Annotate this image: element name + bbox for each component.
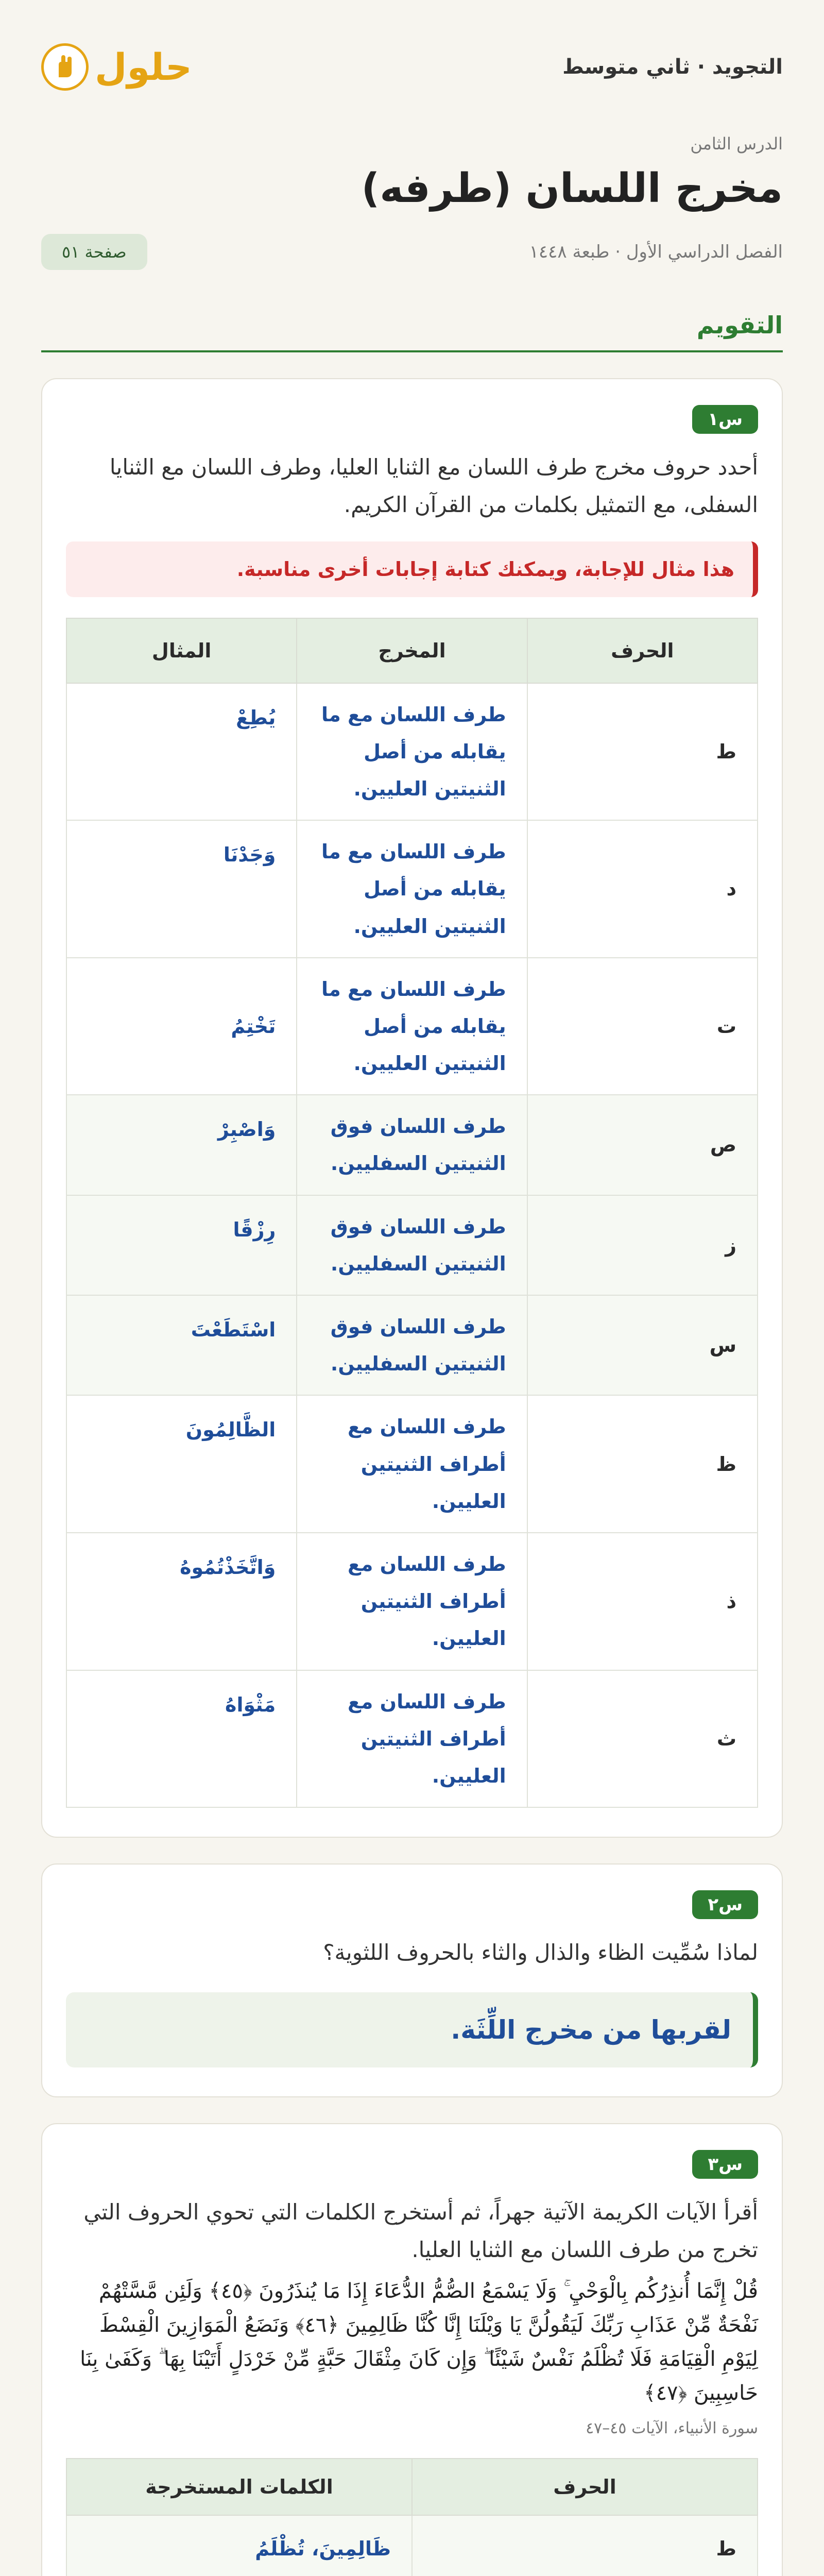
makhraj-cell: طرف اللسان فوق الثنيتين السفليين. <box>297 1295 527 1395</box>
table-row <box>66 1295 758 1395</box>
table-header-row <box>66 618 758 683</box>
letter-cell: ص <box>527 1095 758 1195</box>
letter-cell: ث <box>527 1670 758 1808</box>
letters-table <box>66 618 758 1808</box>
makhraj-cell: طرف اللسان مع أطراف الثنيتين العليين. <box>297 1670 527 1808</box>
lesson-number: الدرس الثامن <box>690 134 783 154</box>
makhraj-cell: طرف اللسان فوق الثنيتين السفليين. <box>297 1195 527 1295</box>
column-header: المثال <box>66 618 297 683</box>
table-row <box>66 1533 758 1670</box>
table-row <box>66 1670 758 1808</box>
makhraj-cell: طرف اللسان مع أطراف الثنيتين العليين. <box>297 1395 527 1533</box>
letter-cell: ظ <box>527 1395 758 1533</box>
example-cell: مَثْوَاهُ <box>66 1670 297 1808</box>
makhraj-cell: طرف اللسان مع ما يقابله من أصل الثنيتين العليين. <box>297 683 527 821</box>
table-row <box>66 958 758 1095</box>
table-row <box>66 820 758 958</box>
top-header <box>41 31 783 103</box>
quran-verse: قُلْ إِنَّمَا أُنذِرُكُم بِالْوَحْيِ ۚ وَلَا يَسْمَعُ الصُّمُّ الدُّعَاءَ إِذَا مَا يُنذَرُونَ ﴿٤٥﴾ وَلَئِن مَّسَّتْهُمْ نَفْحَةٌ مِّنْ عَذَابِ رَبِّكَ لَيَقُولُنَّ يَا وَيْلَنَا إِنَّا كُنَّا ظَالِمِينَ ﴿٤٦﴾ وَنَضَعُ الْمَوَازِينَ الْقِسْطَ لِيَوْمِ الْقِيَامَةِ فَلَا تُظْلَمُ نَفْسٌ شَيْئًا ۖ وَإِن كَانَ مِثْقَالَ حَبَّةٍ مِّنْ خَرْدَلٍ أَتَيْنَا بِهَا ۗ وَكَفَىٰ بِنَا حَاسِبِينَ ﴿٤٧﴾ <box>80 2279 758 2405</box>
letter-cell: ذ <box>527 1533 758 1670</box>
verse-source: سورة الأنبياء، الآيات ٤٥–٤٧ <box>586 2419 758 2437</box>
table-row <box>66 1395 758 1533</box>
letter-cell: ت <box>527 958 758 1095</box>
letter-cell: ط <box>412 2515 758 2576</box>
table-row <box>66 1195 758 1295</box>
page-title: مخرج اللسان (طرفه) <box>361 165 783 212</box>
example-cell: رِزْقًا <box>66 1195 297 1295</box>
example-cell: وَاتَّخَذْتُمُوهُ <box>66 1533 297 1670</box>
example-cell: وَاصْبِرْ <box>66 1095 297 1195</box>
column-header: المخرج <box>297 618 527 683</box>
table-row <box>66 683 758 821</box>
answer-box: لقربها من مخرج اللِّثَة. <box>66 1992 758 2067</box>
column-header: الحرف <box>527 618 758 683</box>
letter-cell: ط <box>527 683 758 821</box>
question-card-3 <box>41 2123 783 2576</box>
table-header-row <box>66 2459 758 2515</box>
words-cell: ظَالِمِينَ، تُظْلَمُ <box>66 2515 412 2576</box>
header-subject: التجويد · ثاني متوسط <box>562 55 783 79</box>
question-badge: س٢ <box>692 1890 758 1919</box>
question-badge: س١ <box>692 405 758 434</box>
makhraj-cell: طرف اللسان مع ما يقابله من أصل الثنيتين العليين. <box>297 820 527 958</box>
meta-row <box>41 234 783 270</box>
makhraj-cell: طرف اللسان مع ما يقابله من أصل الثنيتين العليين. <box>297 958 527 1095</box>
table-row <box>66 1095 758 1195</box>
column-header: الكلمات المستخرجة <box>66 2459 412 2515</box>
question-card-1 <box>41 378 783 1838</box>
edition-meta: الفصل الدراسي الأول · طبعة ١٤٤٨ <box>529 241 783 262</box>
logo[interactable] <box>41 43 192 91</box>
example-cell: تَخْتِمُ <box>66 958 297 1095</box>
question-badge: س٣ <box>692 2150 758 2179</box>
logo-text: حلول <box>95 45 192 89</box>
letter-cell: ز <box>527 1195 758 1295</box>
makhraj-cell: طرف اللسان مع أطراف الثنيتين العليين. <box>297 1533 527 1670</box>
letter-cell: د <box>527 820 758 958</box>
question-text: أحدد حروف مخرج طرف اللسان مع الثنايا العليا، وطرف اللسان مع الثنايا السفلى، مع التمثيل بكلمات من القرآن الكريم. <box>109 454 758 518</box>
table-row <box>66 2515 758 2576</box>
question-card-2 <box>41 1863 783 2097</box>
makhraj-cell: طرف اللسان فوق الثنيتين السفليين. <box>297 1095 527 1195</box>
question-text: لماذا سُمِّيت الظاء والذال والثاء بالحروف اللثوية؟ <box>323 1940 758 1965</box>
page-number-badge: صفحة ٥١ <box>41 234 147 270</box>
question-text: أقرأ الآيات الكريمة الآتية جهراً، ثم أستخرج الكلمات التي تحوي الحروف التي تخرج من طرف اللسان مع الثنايا العليا. <box>83 2199 758 2263</box>
section-heading: التقويم <box>41 311 783 352</box>
extracted-words-table <box>66 2458 758 2576</box>
answer-note: هذا مثال للإجابة، ويمكنك كتابة إجابات أخرى مناسبة. <box>66 541 758 597</box>
letter-cell: س <box>527 1295 758 1395</box>
column-header: الحرف <box>412 2459 758 2515</box>
example-cell: يُطِعْ <box>66 683 297 821</box>
example-cell: اسْتَطَعْتَ <box>66 1295 297 1395</box>
example-cell: وَجَدْنَا <box>66 820 297 958</box>
example-cell: الظَّالِمُونَ <box>66 1395 297 1533</box>
logo-hand-icon <box>41 43 89 91</box>
